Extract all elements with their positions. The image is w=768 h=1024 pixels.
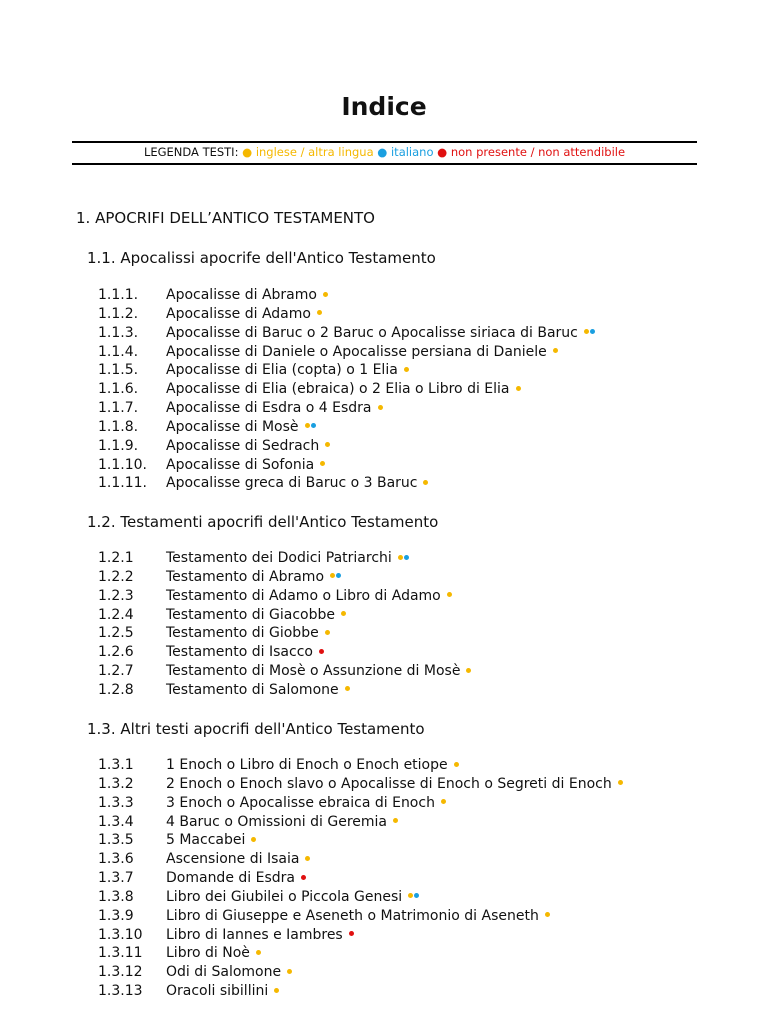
yellow-dot-icon	[584, 329, 589, 334]
toc-entry-number: 1.1.8.	[98, 418, 139, 435]
toc-entry-title	[166, 681, 350, 700]
toc-entry-text: Testamento dei Dodici Patriarchi	[166, 550, 392, 566]
blue-dot-icon	[404, 555, 409, 560]
toc-entry-title	[166, 286, 328, 305]
toc-entry-text: Libro di Iannes e Iambres	[166, 926, 343, 943]
toc-entry-number: 1.1.3.	[98, 324, 139, 341]
yellow-dot-icon	[345, 686, 350, 691]
toc-entry-title	[166, 756, 459, 775]
toc-entry-title	[166, 568, 341, 587]
toc-entry-number: 1.1.7.	[98, 400, 139, 417]
yellow-dot-icon	[320, 461, 325, 466]
yellow-dot-icon	[305, 856, 310, 861]
toc-entry-text: 3 Enoch o Apocalisse ebraica di Enoch	[166, 794, 435, 811]
yellow-dot-icon	[404, 367, 409, 372]
toc-entry-title	[166, 474, 428, 493]
toc-entry-title	[166, 643, 324, 662]
toc-entry-text: 4 Baruc o Omissioni di Geremia	[166, 813, 387, 830]
section-heading: 1. APOCRIFI DELL’ANTICO TESTAMENTO	[76, 209, 375, 227]
toc-entry-text: Domande di Esdra	[166, 870, 295, 887]
toc-entry-text: Testamento di Adamo o Libro di Adamo	[166, 587, 441, 604]
toc-entry-title	[166, 606, 346, 625]
toc-entry-title	[166, 361, 409, 380]
red-dot-icon	[349, 931, 354, 936]
yellow-dot-icon	[325, 442, 330, 447]
yellow-dot-icon	[408, 893, 413, 898]
toc-entry-text: Apocalisse di Abramo	[166, 287, 317, 303]
toc-entry-title	[166, 982, 279, 1001]
toc-entry-title	[166, 399, 383, 418]
red-dot-icon	[319, 649, 324, 654]
yellow-dot-icon	[256, 950, 261, 955]
toc-entry-number: 1.1.1.	[98, 287, 139, 303]
toc-entry-title	[166, 587, 452, 606]
yellow-dot-icon	[545, 912, 550, 917]
toc-entry-text: Odi di Salomone	[166, 964, 282, 981]
toc-entry-number: 1.2.4	[98, 606, 134, 623]
toc-entry-text: Testamento di Abramo	[166, 568, 325, 585]
toc-entry-title	[166, 944, 261, 963]
toc-entry-text: Libro di Giuseppe e Aseneth o Matrimonio di Aseneth	[166, 907, 539, 924]
yellow-dot-icon	[378, 405, 383, 410]
toc-entry-number: 1.2.5	[98, 625, 134, 642]
toc-entry-text: 5 Maccabei	[166, 832, 246, 849]
yellow-dot-icon	[305, 423, 310, 428]
toc-entry-text: Testamento di Salomone	[166, 681, 339, 698]
toc-entry-text: Apocalisse di Adamo	[166, 305, 311, 322]
toc-entry-number: 1.3.3	[98, 794, 134, 811]
toc-entry-title	[166, 624, 330, 643]
toc-entry-text: Testamento di Giobbe	[166, 625, 319, 642]
toc-entry-number: 1.2.6	[98, 644, 134, 661]
legend-red-text: non presente / non attendibile	[450, 145, 626, 159]
toc-entry-title	[166, 963, 292, 982]
yellow-dot-icon	[423, 480, 428, 485]
toc-entry-text: Testamento di Giacobbe	[166, 606, 335, 623]
toc-entry-text: 1 Enoch o Libro di Enoch o Enoch etiope	[166, 757, 448, 773]
legend-blue-bullet-icon: ●	[377, 145, 388, 159]
toc-entry-number: 1.1.4.	[98, 343, 139, 360]
toc-entry-text: Apocalisse greca di Baruc o 3 Baruc	[166, 475, 418, 492]
page-title: Indice	[341, 92, 427, 121]
toc-entry-number: 1.1.6.	[98, 381, 139, 398]
toc-entry-title	[166, 888, 419, 907]
blue-dot-icon	[336, 573, 341, 578]
legend-blue-text: italiano	[390, 145, 434, 159]
toc-entry-number: 1.1.10.	[98, 456, 147, 473]
yellow-dot-icon	[447, 592, 452, 597]
yellow-dot-icon	[251, 837, 256, 842]
blue-dot-icon	[414, 893, 419, 898]
legend-red-bullet-icon: ●	[437, 145, 448, 159]
yellow-dot-icon	[274, 988, 279, 993]
toc-entry-text: Testamento di Mosè o Assunzione di Mosè	[166, 663, 461, 680]
red-dot-icon	[301, 875, 306, 880]
toc-entry-number: 1.3.10	[98, 926, 143, 943]
yellow-dot-icon	[466, 668, 471, 673]
toc-entry-title	[166, 775, 623, 794]
yellow-dot-icon	[341, 611, 346, 616]
toc-entry-text: Apocalisse di Baruc o 2 Baruc o Apocalisse siriaca di Baruc	[166, 324, 578, 341]
toc-entry-number: 1.2.2	[98, 568, 134, 585]
toc-entry-text: Libro dei Giubilei o Piccola Genesi	[166, 888, 403, 905]
toc-entry-title	[166, 850, 310, 869]
toc-entry-text: Apocalisse di Sedrach	[166, 437, 320, 454]
toc-entry-title	[166, 437, 330, 456]
toc-entry-title	[166, 662, 471, 681]
blue-dot-icon	[311, 423, 316, 428]
toc-entry-text: Libro di Noè	[166, 945, 250, 962]
toc-entry-text: Apocalisse di Sofonia	[166, 456, 315, 473]
toc-entry-number: 1.3.12	[98, 964, 143, 981]
toc-entry-text: Apocalisse di Elia (copta) o 1 Elia	[166, 362, 398, 379]
toc-entry-title	[166, 418, 316, 437]
toc-entry-number: 1.3.1	[98, 757, 134, 773]
toc-entry-number: 1.3.11	[98, 945, 143, 962]
toc-entry-number: 1.3.7	[98, 870, 134, 887]
toc-entry-title	[166, 907, 550, 926]
toc-entry-text: Apocalisse di Elia (ebraica) o 2 Elia o Libro di Elia	[166, 381, 510, 398]
toc-entry-text: Apocalisse di Daniele o Apocalisse persiana di Daniele	[166, 343, 547, 360]
legend-yellow-text: inglese / altra lingua	[255, 145, 374, 159]
toc-entry-number: 1.2.1	[98, 550, 134, 566]
toc-entry-number: 1.2.3	[98, 587, 134, 604]
toc-entry-text: Ascensione di Isaia	[166, 851, 300, 868]
toc-entry-title	[166, 324, 595, 343]
toc-entry-title	[166, 343, 558, 362]
yellow-dot-icon	[317, 310, 322, 315]
toc-entry-number: 1.3.13	[98, 983, 143, 1000]
yellow-dot-icon	[393, 818, 398, 823]
toc-entry-title	[166, 869, 306, 888]
toc-entry-text: Testamento di Isacco	[166, 644, 313, 661]
toc-entry-number: 1.2.7	[98, 663, 134, 680]
blue-dot-icon	[590, 329, 595, 334]
toc-entry-number: 1.2.8	[98, 681, 134, 698]
toc-entry-number: 1.1.11.	[98, 475, 147, 492]
toc-entry-number: 1.1.9.	[98, 437, 139, 454]
toc-entry-number: 1.3.9	[98, 907, 134, 924]
toc-entry-text: Oracoli sibillini	[166, 983, 269, 1000]
yellow-dot-icon	[618, 780, 623, 785]
toc-entry-number: 1.3.2	[98, 775, 134, 792]
yellow-dot-icon	[330, 573, 335, 578]
legend-yellow-bullet-icon: ●	[242, 145, 253, 159]
subsection-heading: 1.1. Apocalissi apocrife dell'Antico Testamento	[87, 249, 436, 267]
toc-entry-number: 1.1.2.	[98, 305, 139, 322]
toc-entry-title	[166, 305, 322, 324]
yellow-dot-icon	[325, 630, 330, 635]
toc-entry-title	[166, 549, 409, 568]
yellow-dot-icon	[323, 292, 328, 297]
yellow-dot-icon	[553, 348, 558, 353]
toc-entry-title	[166, 456, 325, 475]
toc-entry-title	[166, 380, 521, 399]
toc-entry-text: Apocalisse di Esdra o 4 Esdra	[166, 400, 372, 417]
toc-entry-number: 1.3.4	[98, 813, 134, 830]
legend-label: LEGENDA TESTI:	[143, 145, 239, 159]
toc-entry-title	[166, 813, 398, 832]
toc-entry-number: 1.1.5.	[98, 362, 139, 379]
toc-entry-title	[166, 926, 354, 945]
legend-bar	[72, 141, 697, 165]
yellow-dot-icon	[287, 969, 292, 974]
yellow-dot-icon	[516, 386, 521, 391]
toc-entry-number: 1.3.6	[98, 851, 134, 868]
yellow-dot-icon	[441, 799, 446, 804]
toc-entry-text: Apocalisse di Mosè	[166, 418, 299, 435]
toc-entry-number: 1.3.5	[98, 832, 134, 849]
toc-entry-number: 1.3.8	[98, 888, 134, 905]
toc-entry-title	[166, 794, 446, 813]
toc-entry-text: 2 Enoch o Enoch slavo o Apocalisse di Enoch o Segreti di Enoch	[166, 775, 612, 792]
toc-entry-title	[166, 831, 256, 850]
yellow-dot-icon	[398, 555, 403, 560]
subsection-heading: 1.3. Altri testi apocrifi dell'Antico Testamento	[87, 720, 425, 738]
yellow-dot-icon	[454, 762, 459, 767]
subsection-heading: 1.2. Testamenti apocrifi dell'Antico Testamento	[87, 513, 439, 531]
